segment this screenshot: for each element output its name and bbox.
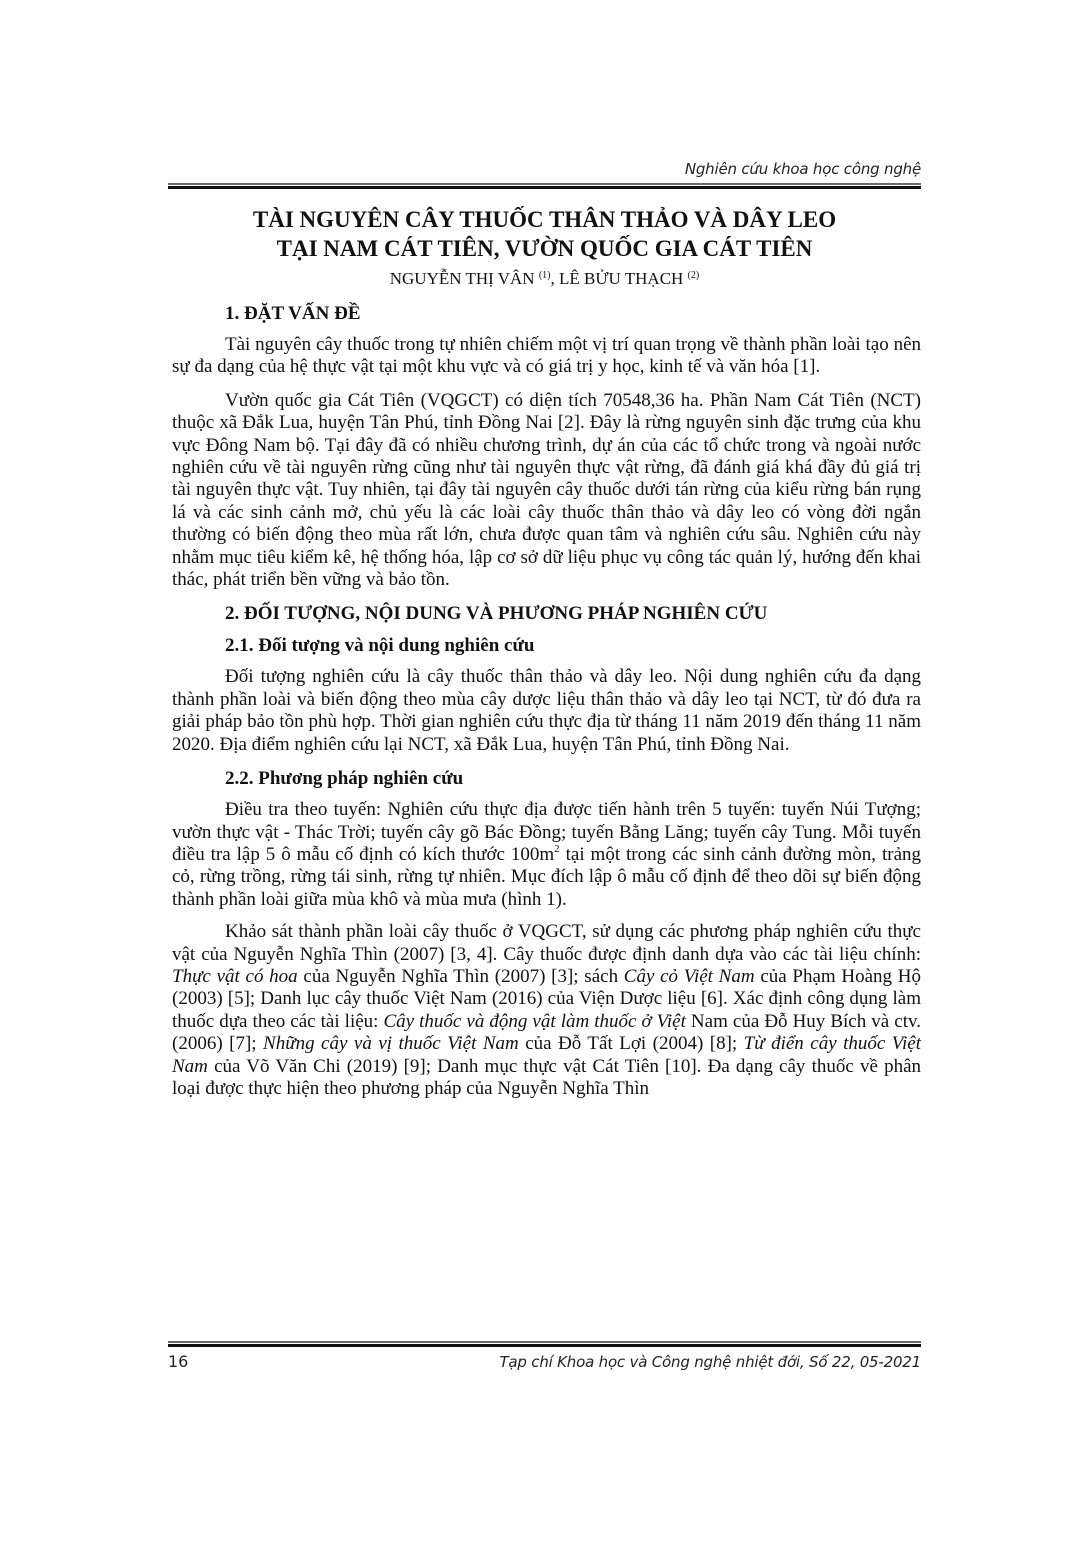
paragraph-text: Khảo sát thành phần loài cây thuốc ở VQGCT, sử dụng các phương pháp nghiên cứu thực vật của Nguyễn Nghĩa Thìn (2007) [3, 4]. Cây thuốc được định danh dựa vào các tài liệu chính: <box>172 921 921 965</box>
header-rule <box>168 183 921 188</box>
cited-title: Từ điển cây thuốc Việt Nam <box>172 1033 921 1077</box>
journal-citation: Tạp chí Khoa học và Công nghệ nhiệt đới, Số 22, 05-2021 <box>499 1353 921 1371</box>
cited-title: Thực vật có hoa <box>172 965 298 987</box>
paragraph-text: của Đỗ Tất Lợi (2004) [8]; <box>518 1033 744 1055</box>
paragraph-text: của Nguyễn Nghĩa Thìn (2007) [3]; sách <box>297 965 624 987</box>
paragraph-text: Điều tra theo tuyến: Nghiên cứu thực địa được tiến hành trên 5 tuyến: tuyến Núi Tượng; vườn thực vật - Thác Trời; tuyến cây gõ Bác Đồng; tuyến Bằng Lăng; tuyến cây Tung. Mỗi tuyến điều tra lập 5 ô mẫu cố định có kích thước 100m <box>172 799 921 865</box>
cited-title: Cây thuốc và động vật làm thuốc ở Việt <box>383 1010 686 1032</box>
paragraph-text: của Võ Văn Chi (2019) [9]; Danh mục thực vật Cát Tiên [10]. Đa dạng cây thuốc về phân loại được thực hiện theo phương pháp của Nguyễn Nghĩa Thìn <box>172 1055 921 1099</box>
cited-title: Những cây và vị thuốc Việt Nam <box>263 1033 519 1055</box>
paragraph: Vườn quốc gia Cát Tiên (VQGCT) có diện tích 70548,36 ha. Phần Nam Cát Tiên (NCT) thuộc xã Đắk Lua, huyện Tân Phú, tỉnh Đồng Nai [2]. Đây là rừng nguyên sinh đặc trưng của khu vực Đông Nam bộ. Tại đây đã có nhiều chương trình, dự án của các tổ chức trong và ngoài nước nghiên cứu về tài nguyên rừng cũng như tài nguyên thực vật rừng, đã đánh giá khá đầy đủ giá trị tài nguyên thực vật. Tuy nhiên, tại đây tài nguyên cây thuốc dưới tán rừng của kiểu rừng bán rụng lá và các sinh cảnh mở, chủ yếu là các loài cây thuốc thân thảo và dây leo có vòng đời ngắn thường có biến động theo mùa rất lớn, chưa được quan tâm và nghiên cứu sâu. Nghiên cứu này nhằm mục tiêu kiểm kê, hệ thống hóa, lập cơ sở dữ liệu phục vụ công tác quản lý, hướng đến khai thác, phát triển bền vững và bảo tồn. <box>172 389 921 591</box>
paragraph <box>172 921 921 1100</box>
running-head: Nghiên cứu khoa học công nghệ <box>684 160 921 178</box>
section-heading-2: 2. ĐỐI TƯỢNG, NỘI DUNG VÀ PHƯƠNG PHÁP NGHIÊN CỨU <box>225 603 768 625</box>
section-heading-1: 1. ĐẶT VẤN ĐỀ <box>225 303 361 324</box>
page-number: 16 <box>168 1352 189 1371</box>
author-affiliation: (2) <box>687 270 700 281</box>
paragraph: Tài nguyên cây thuốc trong tự nhiên chiếm một vị trí quan trọng về thành phần loài tạo nên sự đa dạng của hệ thực vật tại một khu vực và có giá trị y học, kinh tế và văn hóa [1]. <box>172 334 921 378</box>
paragraph-text: của Phạm Hoàng Hộ (2003) [5]; Danh lục cây thuốc Việt Nam (2016) của Viện Dược liệu [6]. Xác định công dụng làm thuốc dựa theo các tài liệu: <box>172 965 921 1032</box>
author-separator: , <box>550 269 559 288</box>
superscript: 2 <box>554 842 560 855</box>
subsection-heading-2-2: 2.2. Phương pháp nghiên cứu <box>225 768 464 790</box>
paragraph: Đối tượng nghiên cứu là cây thuốc thân thảo và dây leo. Nội dung nghiên cứu đa dạng thành phần loài và biến động theo mùa cây dược liệu thân thảo và dây leo tại NCT, từ đó đưa ra giải pháp bảo tồn phù hợp. Thời gian nghiên cứu thực địa từ tháng 11 năm 2019 đến tháng 11 năm 2020. Địa điểm nghiên cứu lại NCT, xã Đắk Lua, huyện Tân Phú, tỉnh Đồng Nai. <box>172 666 921 755</box>
paragraph-text: Nam của Đỗ Huy Bích và ctv. (2006) [7]; <box>172 1010 921 1055</box>
author-affiliation: (1) <box>538 270 551 281</box>
paragraph <box>172 799 921 911</box>
author-line <box>168 268 921 290</box>
cited-title: Cây cỏ Việt Nam <box>623 965 755 987</box>
author-name: NGUYỄN THỊ VÂN <box>389 269 535 288</box>
article-body <box>172 302 921 1111</box>
article-title <box>168 205 921 263</box>
title-line-1: TÀI NGUYÊN CÂY THUỐC THÂN THẢO VÀ DÂY LEO <box>252 207 837 232</box>
footer-rule <box>168 1341 921 1346</box>
author-name: LÊ BỬU THẠCH <box>558 269 684 288</box>
paragraph-text: tại một trong các sinh cảnh đường mòn, trảng cỏ, rừng trồng, rừng tái sinh, rừng tự nhiên. Mục đích lập ô mẫu cố định để theo dõi sự biến động thành phần loài giữa mùa khô và mùa mưa (hình 1). <box>172 843 922 910</box>
title-line-2: TẠI NAM CÁT TIÊN, VƯỜN QUỐC GIA CÁT TIÊN <box>276 236 813 261</box>
subsection-heading-2-1: 2.1. Đối tượng và nội dung nghiên cứu <box>225 635 535 657</box>
